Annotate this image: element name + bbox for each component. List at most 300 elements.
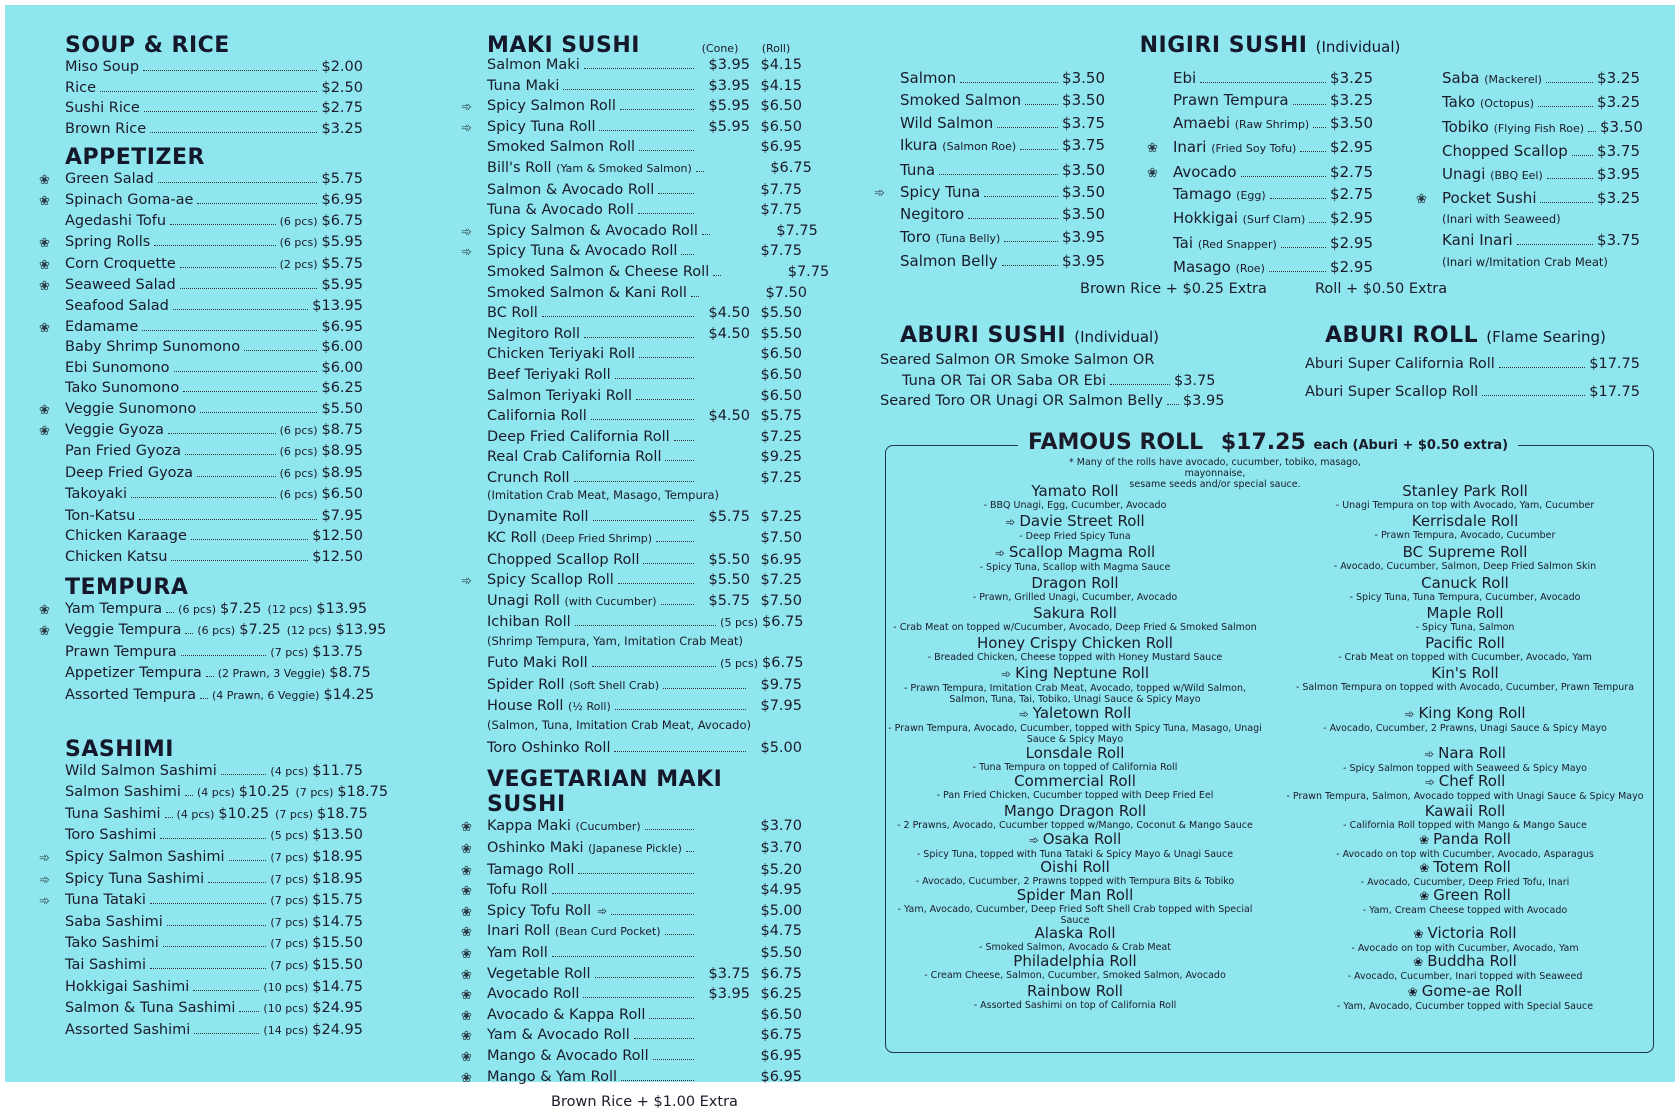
spicy-pepper-icon: ➾ — [39, 894, 50, 910]
dot-leader — [193, 990, 259, 991]
left-column — [39, 33, 389, 1041]
spicy-pepper-icon: ➾ — [461, 574, 472, 590]
item-price: $3.50 — [1062, 160, 1105, 179]
item-quantity: (5 pcs) — [270, 829, 309, 843]
menu-item-row — [65, 1020, 363, 1042]
item-name: Aburi Super California Roll — [1305, 356, 1495, 372]
dot-leader — [674, 440, 694, 441]
veggie-icon: ❀ — [461, 988, 472, 1004]
dot-leader — [1293, 104, 1327, 105]
roll-name-text: Gome-ae Roll — [1421, 982, 1523, 1000]
menu-item-row — [39, 275, 363, 296]
dot-leader — [611, 914, 694, 915]
dot-leader — [643, 563, 694, 564]
menu-item-row — [1173, 89, 1373, 111]
roll-name — [1275, 887, 1655, 905]
item-quantity: (6 pcs) — [279, 423, 318, 437]
item-name: Salmon Belly — [900, 252, 998, 271]
dot-leader — [173, 309, 308, 310]
item-name: Tobiko (Flying Fish Roe) — [1442, 117, 1585, 136]
veggie-icon: ❀ — [461, 820, 472, 836]
item-name: Wild Salmon — [900, 113, 994, 132]
item-price: $6.00 — [321, 359, 363, 376]
dot-leader — [1572, 155, 1593, 156]
item-price: $3.75 — [1597, 231, 1640, 250]
item-subtitle: (with Cucumber) — [564, 594, 657, 608]
dot-leader — [1538, 106, 1593, 107]
roll-name — [885, 605, 1265, 622]
menu-item-row — [65, 955, 363, 977]
item-name: Tuna & Avocado Roll — [487, 202, 634, 219]
roll-description: - Prawn Tempura, Salmon, Avocado topped with Unagi Sauce & Spicy Mayo — [1286, 791, 1644, 802]
item-name: Inari (Fried Soy Tofu) — [1173, 138, 1297, 157]
dot-leader — [194, 1033, 259, 1034]
veg-maki-row — [461, 921, 802, 943]
dot-leader — [615, 709, 746, 710]
menu-item-row — [900, 226, 1105, 250]
item-price: $15.50 — [312, 935, 363, 952]
dot-leader — [1300, 151, 1326, 152]
roll-name-text: Canuck Roll — [1421, 574, 1509, 592]
menu-item-row — [65, 933, 363, 955]
menu-item-row — [487, 386, 802, 407]
roll-price: $4.75 — [760, 923, 802, 940]
dot-leader — [197, 476, 276, 477]
item-price: $24.95 — [312, 1000, 363, 1017]
item-name: Spicy Tuna Sashimi — [65, 870, 205, 887]
famous-roll-item — [1275, 575, 1655, 603]
menu-item-row — [65, 378, 363, 399]
item-name: Chopped Scallop Roll — [487, 551, 640, 568]
item-price-small: $10.25 — [238, 784, 290, 801]
menu-item-row — [65, 804, 368, 826]
item-name: Avocado & Kappa Roll — [487, 1006, 646, 1023]
dot-leader — [656, 541, 694, 542]
item-subtitle: (½ Roll) — [568, 700, 611, 714]
menu-item-row — [461, 570, 802, 591]
roll-name-text: Green Roll — [1433, 886, 1511, 904]
veggie-icon: ❀ — [1413, 955, 1424, 969]
menu-item-row — [487, 528, 802, 550]
item-name: Tai Sashimi — [65, 956, 146, 973]
roll-description: - Spicy Salmon topped with Seaweed & Spicy Mayo — [1343, 763, 1587, 774]
veggie-icon: ❀ — [461, 1049, 472, 1065]
dot-leader — [1020, 149, 1058, 150]
item-quantity: (6 pcs) — [279, 445, 318, 459]
item-name: Tako (Octopus) — [1442, 93, 1535, 112]
roll-price: $5.75 — [760, 408, 802, 425]
roll-name — [885, 831, 1265, 849]
item-quantity: (6 pcs) — [279, 466, 318, 480]
item-name: Spicy Salmon & Avocado Roll — [487, 222, 698, 239]
dot-leader — [244, 350, 317, 351]
item-name: Tofu Roll — [487, 882, 548, 899]
veggie-icon: ❀ — [461, 904, 472, 920]
famous-roll-item — [885, 773, 1265, 801]
veggie-icon: ❀ — [39, 624, 50, 640]
roll-description: - Crab Meat on topped w/Cucumber, Avocado, Deep Fried & Smoked Salmon — [893, 622, 1257, 633]
item-quantity: (10 pcs) — [263, 1002, 309, 1016]
item-name: Deep Fried California Roll — [487, 428, 670, 445]
menu-item-row — [487, 427, 802, 448]
aburi-roll-heading — [1325, 323, 1640, 348]
cone-price: $5.95 — [708, 98, 750, 115]
roll-price: $6.50 — [760, 118, 802, 135]
veg-maki-row — [461, 1005, 802, 1026]
item-price: $24.95 — [312, 1021, 363, 1038]
menu-item-row — [487, 283, 807, 304]
roll-name-text: Scallop Magma Roll — [1008, 543, 1156, 561]
menu-item-row — [1442, 91, 1640, 115]
famous-roll-item — [1275, 665, 1655, 693]
item-price: $3.25 — [1330, 69, 1373, 87]
dot-leader — [1540, 202, 1593, 203]
roll-name-text: Osaka Roll — [1042, 830, 1122, 848]
famous-note-line-2: sesame seeds and/or special sauce. — [1129, 479, 1301, 490]
item-name: Agedashi Tofu — [65, 212, 167, 229]
item-name: Green Salad — [65, 171, 154, 188]
item-price: $13.50 — [312, 827, 363, 844]
item-subtitle: (Yam & Smoked Salmon) — [556, 161, 692, 175]
roll-name-text: Panda Roll — [1433, 830, 1511, 848]
item-name: Edamame — [65, 318, 139, 335]
famous-roll-item — [885, 544, 1265, 573]
nigiri-brown-rice-extra: Brown Rice + $0.25 Extra — [1080, 281, 1267, 297]
item-name: Masago (Roe) — [1173, 258, 1265, 277]
famous-roll-item — [1275, 483, 1655, 511]
roll-price: $7.25 — [760, 572, 802, 589]
roll-price: $6.75 — [760, 965, 802, 982]
menu-item-row — [65, 57, 363, 78]
cone-price: $3.95 — [708, 986, 750, 1003]
roll-price: $4.95 — [760, 882, 802, 899]
item-price-large: $13.95 — [335, 622, 387, 639]
item-subtitle: (Mackerel) — [1484, 73, 1542, 86]
dot-leader — [575, 625, 716, 626]
item-subtitle: (Soft Shell Crab) — [569, 678, 660, 692]
dot-leader — [183, 391, 317, 392]
item-name: Smoked Salmon — [900, 91, 1022, 110]
item-name: Smoked Salmon Roll — [487, 139, 636, 156]
item-name: Chicken Teriyaki Roll — [487, 346, 636, 363]
dot-leader — [165, 817, 173, 818]
roll-description: - Spicy Tuna, Salmon — [1415, 622, 1515, 633]
roll-name — [885, 983, 1265, 1000]
item-price: $15.50 — [312, 956, 363, 973]
item-quantity: (14 pcs) — [263, 1023, 309, 1037]
item-price: $13.95 — [312, 297, 363, 314]
item-subtitle: (BBQ Eel) — [1490, 168, 1543, 182]
item-quantity: (2 pcs) — [279, 257, 318, 271]
veggie-icon: ❀ — [461, 1070, 472, 1086]
veggie-icon: ❀ — [461, 842, 472, 857]
dot-leader — [563, 89, 694, 90]
famous-roll-item — [885, 705, 1265, 745]
item-quantity: (7 pcs) — [295, 786, 334, 800]
item-price: $12.50 — [312, 549, 363, 566]
item-name: Baby Shrimp Sunomono — [65, 339, 241, 356]
dot-leader — [593, 520, 694, 521]
item-name: Mango & Yam Roll — [487, 1068, 618, 1085]
item-subtitle: (Raw Shrimp) — [1234, 117, 1310, 131]
item-name: Veggie Tempura — [65, 622, 182, 639]
veg-maki-row — [461, 984, 802, 1005]
roll-name-text: Maple Roll — [1426, 604, 1504, 622]
item-name: Salmon Sashimi — [65, 784, 181, 801]
roll-name-text: Totem Roll — [1433, 858, 1511, 876]
item-price: $3.95 — [1597, 164, 1640, 183]
item-price: $3.25 — [1597, 69, 1640, 87]
roll-description: - Avocado, Cucumber, 2 Prawns, Unagi Sauce & Spicy Mayo — [1323, 723, 1607, 734]
dot-leader — [665, 460, 694, 461]
famous-roll-item — [1275, 803, 1655, 831]
item-name: Tako Sashimi — [65, 935, 159, 952]
roll-name-text: Honey Crispy Chicken Roll — [977, 634, 1173, 652]
appetizer-list — [39, 169, 363, 567]
spicy-pepper-icon: ➾ — [39, 851, 50, 866]
item-price: $8.95 — [321, 464, 363, 481]
item-subtitle: (Cucumber) — [575, 820, 641, 834]
item-price: $3.50 — [1062, 183, 1105, 202]
nigiri-title: NIGIRI SUSHI — [1139, 33, 1308, 58]
roll-description: - Tuna Tempura on topped of California Roll — [972, 762, 1178, 773]
menu-item-row — [461, 241, 802, 262]
item-name: Toro Sashimi — [65, 827, 157, 844]
item-name: Prawn Tempura — [65, 643, 177, 660]
dot-leader — [665, 934, 694, 935]
dot-leader — [686, 851, 694, 852]
menu-item-row — [39, 869, 363, 891]
dot-leader — [1200, 82, 1326, 83]
menu-item-row — [900, 159, 1105, 181]
roll-name-text: Kawaii Roll — [1424, 802, 1506, 820]
menu-item-row — [1173, 232, 1373, 256]
dot-leader — [142, 330, 317, 331]
item-price: $5.50 — [321, 400, 363, 417]
menu-item-row — [487, 365, 802, 386]
nigiri-col-3 — [1416, 67, 1643, 272]
item-quantity: (7 pcs) — [270, 915, 309, 929]
roll-name — [885, 635, 1265, 652]
dot-leader — [552, 893, 694, 894]
menu-item-row — [461, 117, 802, 138]
menu-item-row — [65, 484, 363, 506]
famous-note-line-1: * Many of the rolls have avocado, cucumber, tobiko, masago, mayonnaise, — [1069, 457, 1361, 479]
item-name: Tuna Tataki — [65, 892, 146, 909]
dot-leader — [542, 316, 694, 317]
roll-price: $6.50 — [760, 1006, 802, 1023]
cone-price: $5.75 — [708, 592, 750, 609]
menu-item-row — [900, 134, 1105, 158]
item-quantity-large: (12 pcs) — [267, 602, 313, 616]
veg-maki-list — [461, 816, 802, 1087]
roll-price: $7.75 — [760, 202, 802, 219]
menu-item-row — [487, 406, 802, 427]
item-subtitle: (Egg) — [1236, 189, 1266, 203]
item-quantity: (7 pcs) — [270, 894, 309, 908]
dot-leader — [1546, 82, 1593, 83]
roll-description: - Smoked Salmon, Avocado & Crab Meat — [979, 942, 1171, 953]
item-price: $3.25 — [1597, 189, 1640, 208]
spicy-pepper-icon: ➾ — [994, 546, 1005, 560]
menu-item-row — [874, 181, 1105, 203]
cone-price: $5.75 — [708, 509, 750, 526]
item-quantity: (6 pcs) — [279, 236, 318, 250]
crunch-roll-note: (Imitation Crab Meat, Masago, Tempura) — [487, 488, 719, 503]
item-price-large: $13.95 — [316, 600, 368, 617]
dot-leader — [208, 882, 266, 883]
menu-item-row — [487, 180, 802, 201]
roll-price: $7.25 — [760, 509, 802, 526]
dot-leader — [181, 655, 267, 656]
veggie-icon: ❀ — [1419, 833, 1430, 847]
famous-roll-item — [885, 483, 1265, 511]
cone-column-label: (Cone) — [701, 42, 739, 55]
roll-name — [885, 513, 1265, 531]
item-name: Spicy Tofu Roll — [487, 902, 592, 919]
item-name: Toro (Tuna Belly) — [900, 227, 1001, 246]
item-subtitle: (Flying Fish Roe) — [1493, 121, 1585, 135]
item-quantity: (7 pcs) — [270, 958, 309, 972]
roll-price: $5.00 — [760, 902, 802, 919]
item-name: Dynamite Roll — [487, 509, 589, 526]
item-name: Salmon & Tuna Sashimi — [65, 1000, 236, 1017]
item-name: Saba Sashimi — [65, 913, 163, 930]
roll-price: $7.25 — [760, 428, 802, 445]
item-name: KC Roll (Deep Fried Shrimp) — [487, 530, 653, 547]
menu-item-row — [65, 825, 363, 847]
dot-leader — [160, 838, 266, 839]
cone-price: $4.50 — [708, 408, 750, 425]
item-name: Veggie Gyoza — [65, 421, 164, 438]
veggie-icon: ❀ — [39, 193, 50, 209]
dot-leader — [552, 956, 694, 957]
dot-leader — [150, 968, 266, 969]
dot-leader — [595, 977, 694, 978]
famous-roll-item — [1275, 513, 1655, 541]
item-name: Negitoro — [900, 205, 965, 224]
item-name: Smoked Salmon & Kani Roll — [487, 284, 687, 301]
spicy-pepper-icon: ➾ — [1404, 707, 1415, 721]
famous-roll-item — [885, 745, 1265, 773]
roll-name-text: BC Supreme Roll — [1402, 543, 1528, 561]
item-price: $3.25 — [1597, 93, 1640, 112]
spicy-pepper-icon: ➾ — [1005, 515, 1016, 529]
item-name: Real Crab California Roll — [487, 449, 662, 466]
dot-leader — [1004, 241, 1058, 242]
item-price: $14.75 — [312, 978, 363, 995]
menu-item-row — [487, 550, 802, 571]
famous-roll-item — [1275, 745, 1655, 774]
item-quantity: (7 pcs) — [270, 937, 309, 951]
item-price: $2.95 — [1330, 233, 1373, 252]
item-name: Spicy Scallop Roll — [487, 572, 614, 589]
spicy-pepper-icon: ➾ — [461, 100, 472, 116]
veggie-icon: ❀ — [461, 925, 472, 941]
item-subtitle: (Tuna Belly) — [935, 231, 1001, 245]
aburi-sushi-section — [880, 323, 1225, 412]
item-quantity: (6 pcs) — [279, 214, 318, 228]
menu-item-row — [1442, 116, 1643, 140]
roll-description: - Deep Fried Spicy Tuna — [1019, 531, 1131, 542]
menu-item-row — [900, 203, 1105, 225]
veggie-icon: ❀ — [1407, 985, 1418, 999]
roll-name — [1275, 925, 1655, 943]
item-name: Yam Roll — [487, 944, 548, 961]
menu-item-row — [487, 591, 802, 613]
item-name: Salmon — [900, 69, 957, 87]
menu-item-row — [1147, 136, 1373, 160]
item-price: $5.95 — [321, 277, 363, 294]
menu-item-row — [900, 112, 1105, 134]
famous-roll-item — [1275, 953, 1655, 982]
item-name: Tako Sunomono — [65, 380, 180, 397]
item-name: Tamago (Egg) — [1173, 185, 1266, 204]
veggie-icon: ❀ — [39, 173, 50, 189]
menu-item-row — [65, 642, 363, 664]
roll-price: $6.25 — [760, 986, 802, 1003]
roll-description: - Prawn Tempura, Avocado, Cucumber — [1374, 530, 1556, 541]
item-price: $5.95 — [321, 234, 363, 251]
famous-roll-item — [885, 831, 1265, 860]
veggie-icon: ❀ — [39, 257, 50, 273]
dot-leader — [1313, 127, 1326, 128]
item-price: $3.50 — [1600, 117, 1643, 136]
dot-leader — [939, 174, 1058, 175]
menu-item-row — [487, 468, 802, 489]
item-quantity: (10 pcs) — [263, 980, 309, 994]
spicy-pepper-icon: ➾ — [461, 224, 472, 240]
item-name: Ichiban Roll — [487, 614, 571, 631]
roll-name — [1275, 953, 1655, 971]
nigiri-roll-extra: Roll + $0.50 Extra — [1315, 281, 1448, 297]
dot-leader — [206, 676, 214, 677]
roll-name — [885, 705, 1265, 723]
veg-maki-row — [461, 816, 802, 838]
roll-name — [1275, 544, 1655, 561]
item-name: Unagi (BBQ Eel) — [1442, 164, 1543, 183]
menu-item-row — [65, 78, 363, 99]
item-name: Inari Roll (Bean Curd Pocket) — [487, 923, 661, 940]
dot-leader — [621, 1080, 694, 1081]
roll-name — [1275, 575, 1655, 592]
item-price: $6.95 — [321, 318, 363, 335]
item-quantity: (6 pcs) — [178, 602, 217, 616]
dot-leader — [578, 873, 694, 874]
veggie-icon: ❀ — [1147, 165, 1158, 181]
menu-item-row — [39, 254, 363, 276]
item-subtitle: (Surf Clam) — [1242, 213, 1306, 227]
roll-price: $6.75 — [762, 655, 804, 672]
roll-name-text: Yaletown Roll — [1032, 704, 1132, 722]
aburi-line-1: Seared Salmon OR Smoke Salmon OR — [880, 352, 1155, 368]
dot-leader — [639, 357, 694, 358]
item-price: $3.50 — [1062, 205, 1105, 224]
menu-item-row — [65, 685, 375, 707]
item-price: $14.75 — [312, 913, 363, 930]
item-note: (Inari with Seaweed) — [1442, 212, 1561, 227]
menu-item-row — [487, 55, 802, 76]
aburi-sushi-title: ABURI SUSHI — [900, 323, 1067, 348]
roll-name-text: Stanley Park Roll — [1402, 482, 1528, 500]
menu-item-row — [65, 98, 363, 119]
brown-rice-extra: Brown Rice + $1.00 Extra — [551, 1094, 738, 1110]
veggie-icon: ❀ — [1419, 889, 1430, 903]
aburi-line-2: Tuna OR Tai OR Saba OR Ebi $3.75 — [902, 372, 1216, 389]
item-name: Spicy Salmon Roll — [487, 98, 616, 115]
dot-leader — [702, 234, 710, 235]
dot-leader — [150, 132, 317, 133]
